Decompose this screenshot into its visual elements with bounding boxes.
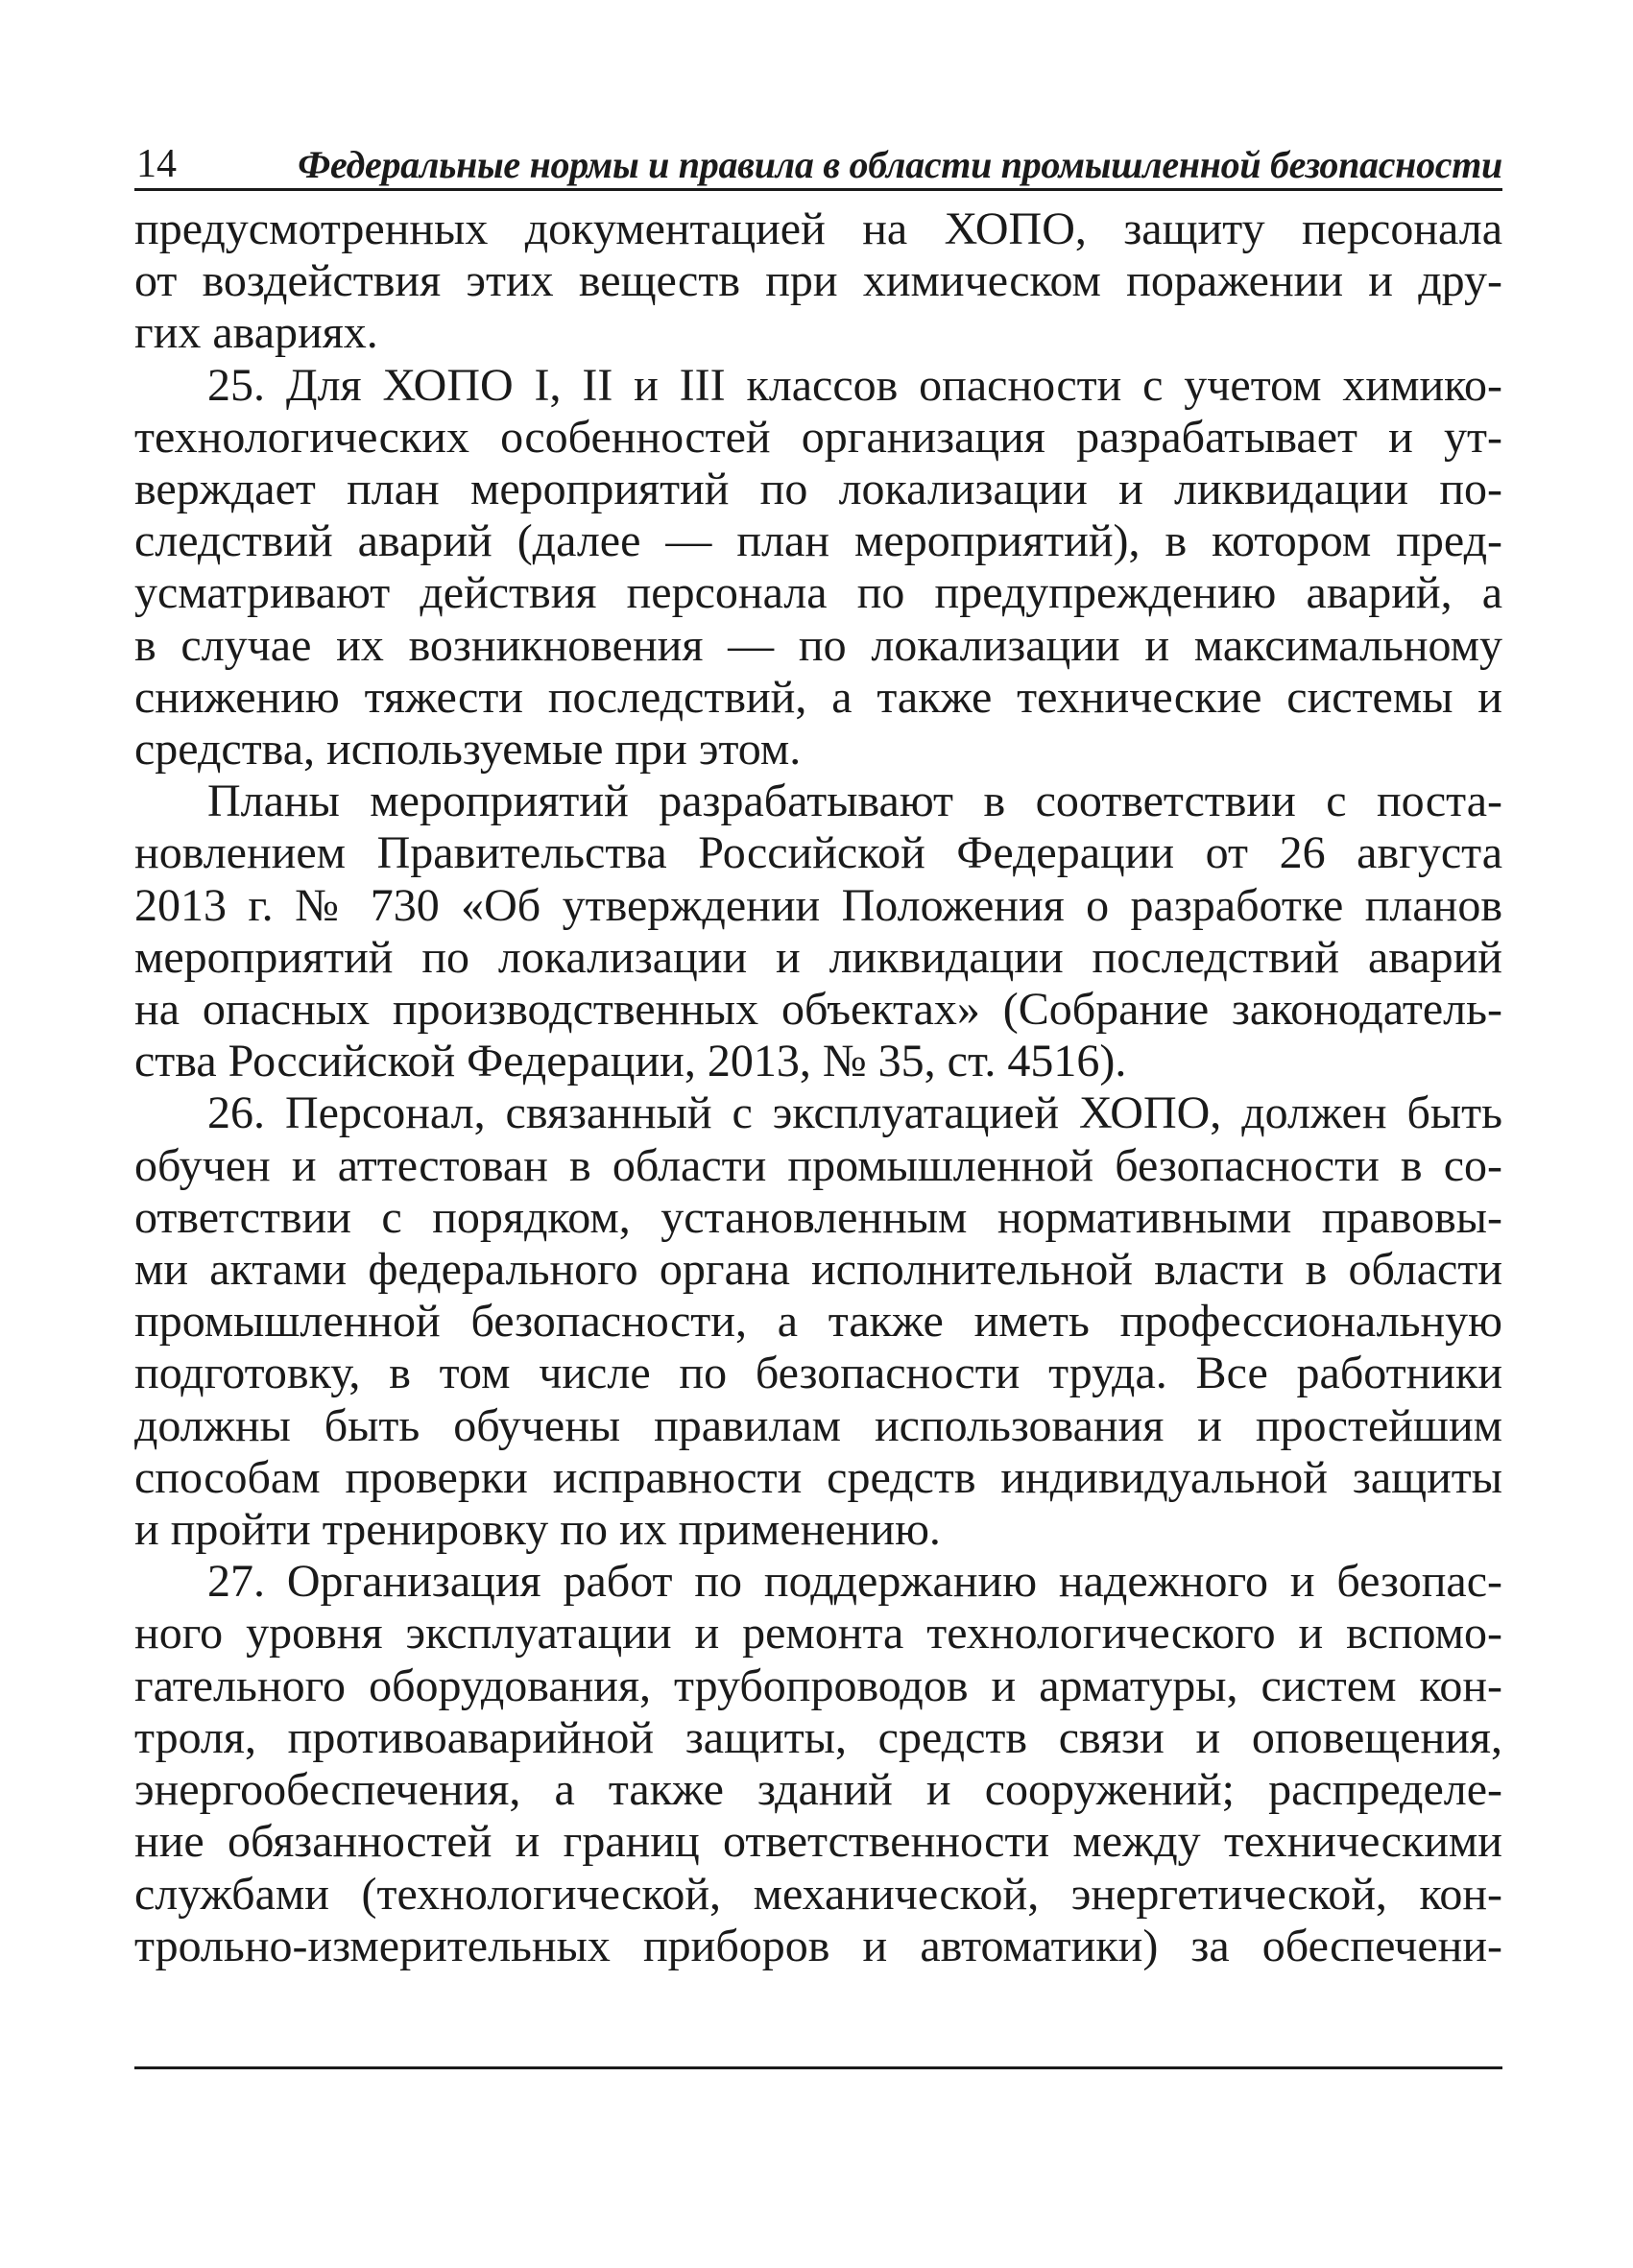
text-line: и пройти тренировку по их применению. [134, 1504, 941, 1556]
text-line: подготовку, в том числе по безопасности труда. Все работники [134, 1348, 1502, 1399]
text-line: должны быть обучены правилам использования и простейшим [134, 1399, 1502, 1451]
paragraph-item-26 [134, 1087, 1502, 1556]
paragraph-continuation [134, 203, 1502, 360]
text-line: усматривают действия персонала по предупреждению аварий, а [134, 567, 1502, 619]
text-line: 27. Организация работ по поддержанию надежного и безопас- [207, 1556, 1502, 1608]
text-line: технологических особенностей организация разрабатывает и ут- [134, 411, 1502, 463]
text-line: 25. Для ХОПО I, II и III классов опасности с учетом химико- [207, 359, 1502, 411]
text-line: в случае их возникновения — по локализации и максимальному [134, 619, 1502, 671]
running-header [134, 134, 1502, 191]
paragraph-item-25 [134, 360, 1502, 776]
text-line: гательного оборудования, трубопроводов и арматуры, систем кон- [134, 1659, 1502, 1711]
text-line: верждает план мероприятий по локализации и ликвидации по- [134, 464, 1502, 515]
text-line: новлением Правительства Российской Федерации от 26 августа [134, 827, 1502, 879]
text-line: 26. Персонал, связанный с эксплуатацией ХОПО, должен быть [207, 1087, 1502, 1139]
text-line: ства Российской Федерации, 2013, № 35, ст. 4516). [134, 1036, 1127, 1087]
text-line: на опасных производственных объектах» (Собрание законодатель- [134, 984, 1502, 1036]
text-line: следствий аварий (далее — план мероприятий), в котором пред- [134, 515, 1502, 567]
text-line: энергообеспечения, а также зданий и сооружений; распределе- [134, 1764, 1502, 1816]
body-text [134, 203, 1502, 1972]
text-line: гих авариях. [134, 307, 378, 359]
text-line: трольно-измерительных приборов и автоматики) за обеспечени- [134, 1920, 1502, 1971]
text-line: предусмотренных документацией на ХОПО, защиту персонала [134, 203, 1502, 254]
text-line: троля, противоаварийной защиты, средств связи и оповещения, [134, 1711, 1502, 1763]
text-line: службами (технологической, механической, энергетической, кон- [134, 1868, 1502, 1920]
text-line: от воздействия этих веществ при химическом поражении и дру- [134, 255, 1502, 307]
text-line: обучен и аттестован в области промышленной безопасности в со- [134, 1139, 1502, 1191]
text-line: ного уровня эксплуатации и ремонта технологического и вспомо- [134, 1608, 1502, 1659]
footer-rule [134, 2066, 1502, 2069]
text-line: ми актами федерального органа исполнительной власти в области [134, 1244, 1502, 1296]
text-line: Планы мероприятий разрабатывают в соответствии с поста- [207, 776, 1502, 827]
text-line: 2013 г. № 730 «Об утверждении Положения о разработке планов [134, 879, 1502, 931]
text-line: снижению тяжести последствий, а также технические системы и [134, 671, 1502, 723]
paragraph-plans [134, 776, 1502, 1087]
paragraph-item-27 [134, 1556, 1502, 1972]
page-number: 14 [136, 142, 177, 186]
text-line: средства, используемые при этом. [134, 724, 802, 776]
text-line: мероприятий по локализации и ликвидации последствий аварий [134, 931, 1502, 983]
running-title: Федеральные нормы и правила в области промышленной безопасности [298, 143, 1502, 186]
text-line: ние обязанностей и границ ответственности между техническими [134, 1816, 1502, 1868]
text-line: способам проверки исправности средств индивидуальной защиты [134, 1451, 1502, 1503]
text-line: промышленной безопасности, а также иметь профессиональную [134, 1296, 1502, 1348]
text-line: ответствии с порядком, установленным нормативными правовы- [134, 1191, 1502, 1243]
